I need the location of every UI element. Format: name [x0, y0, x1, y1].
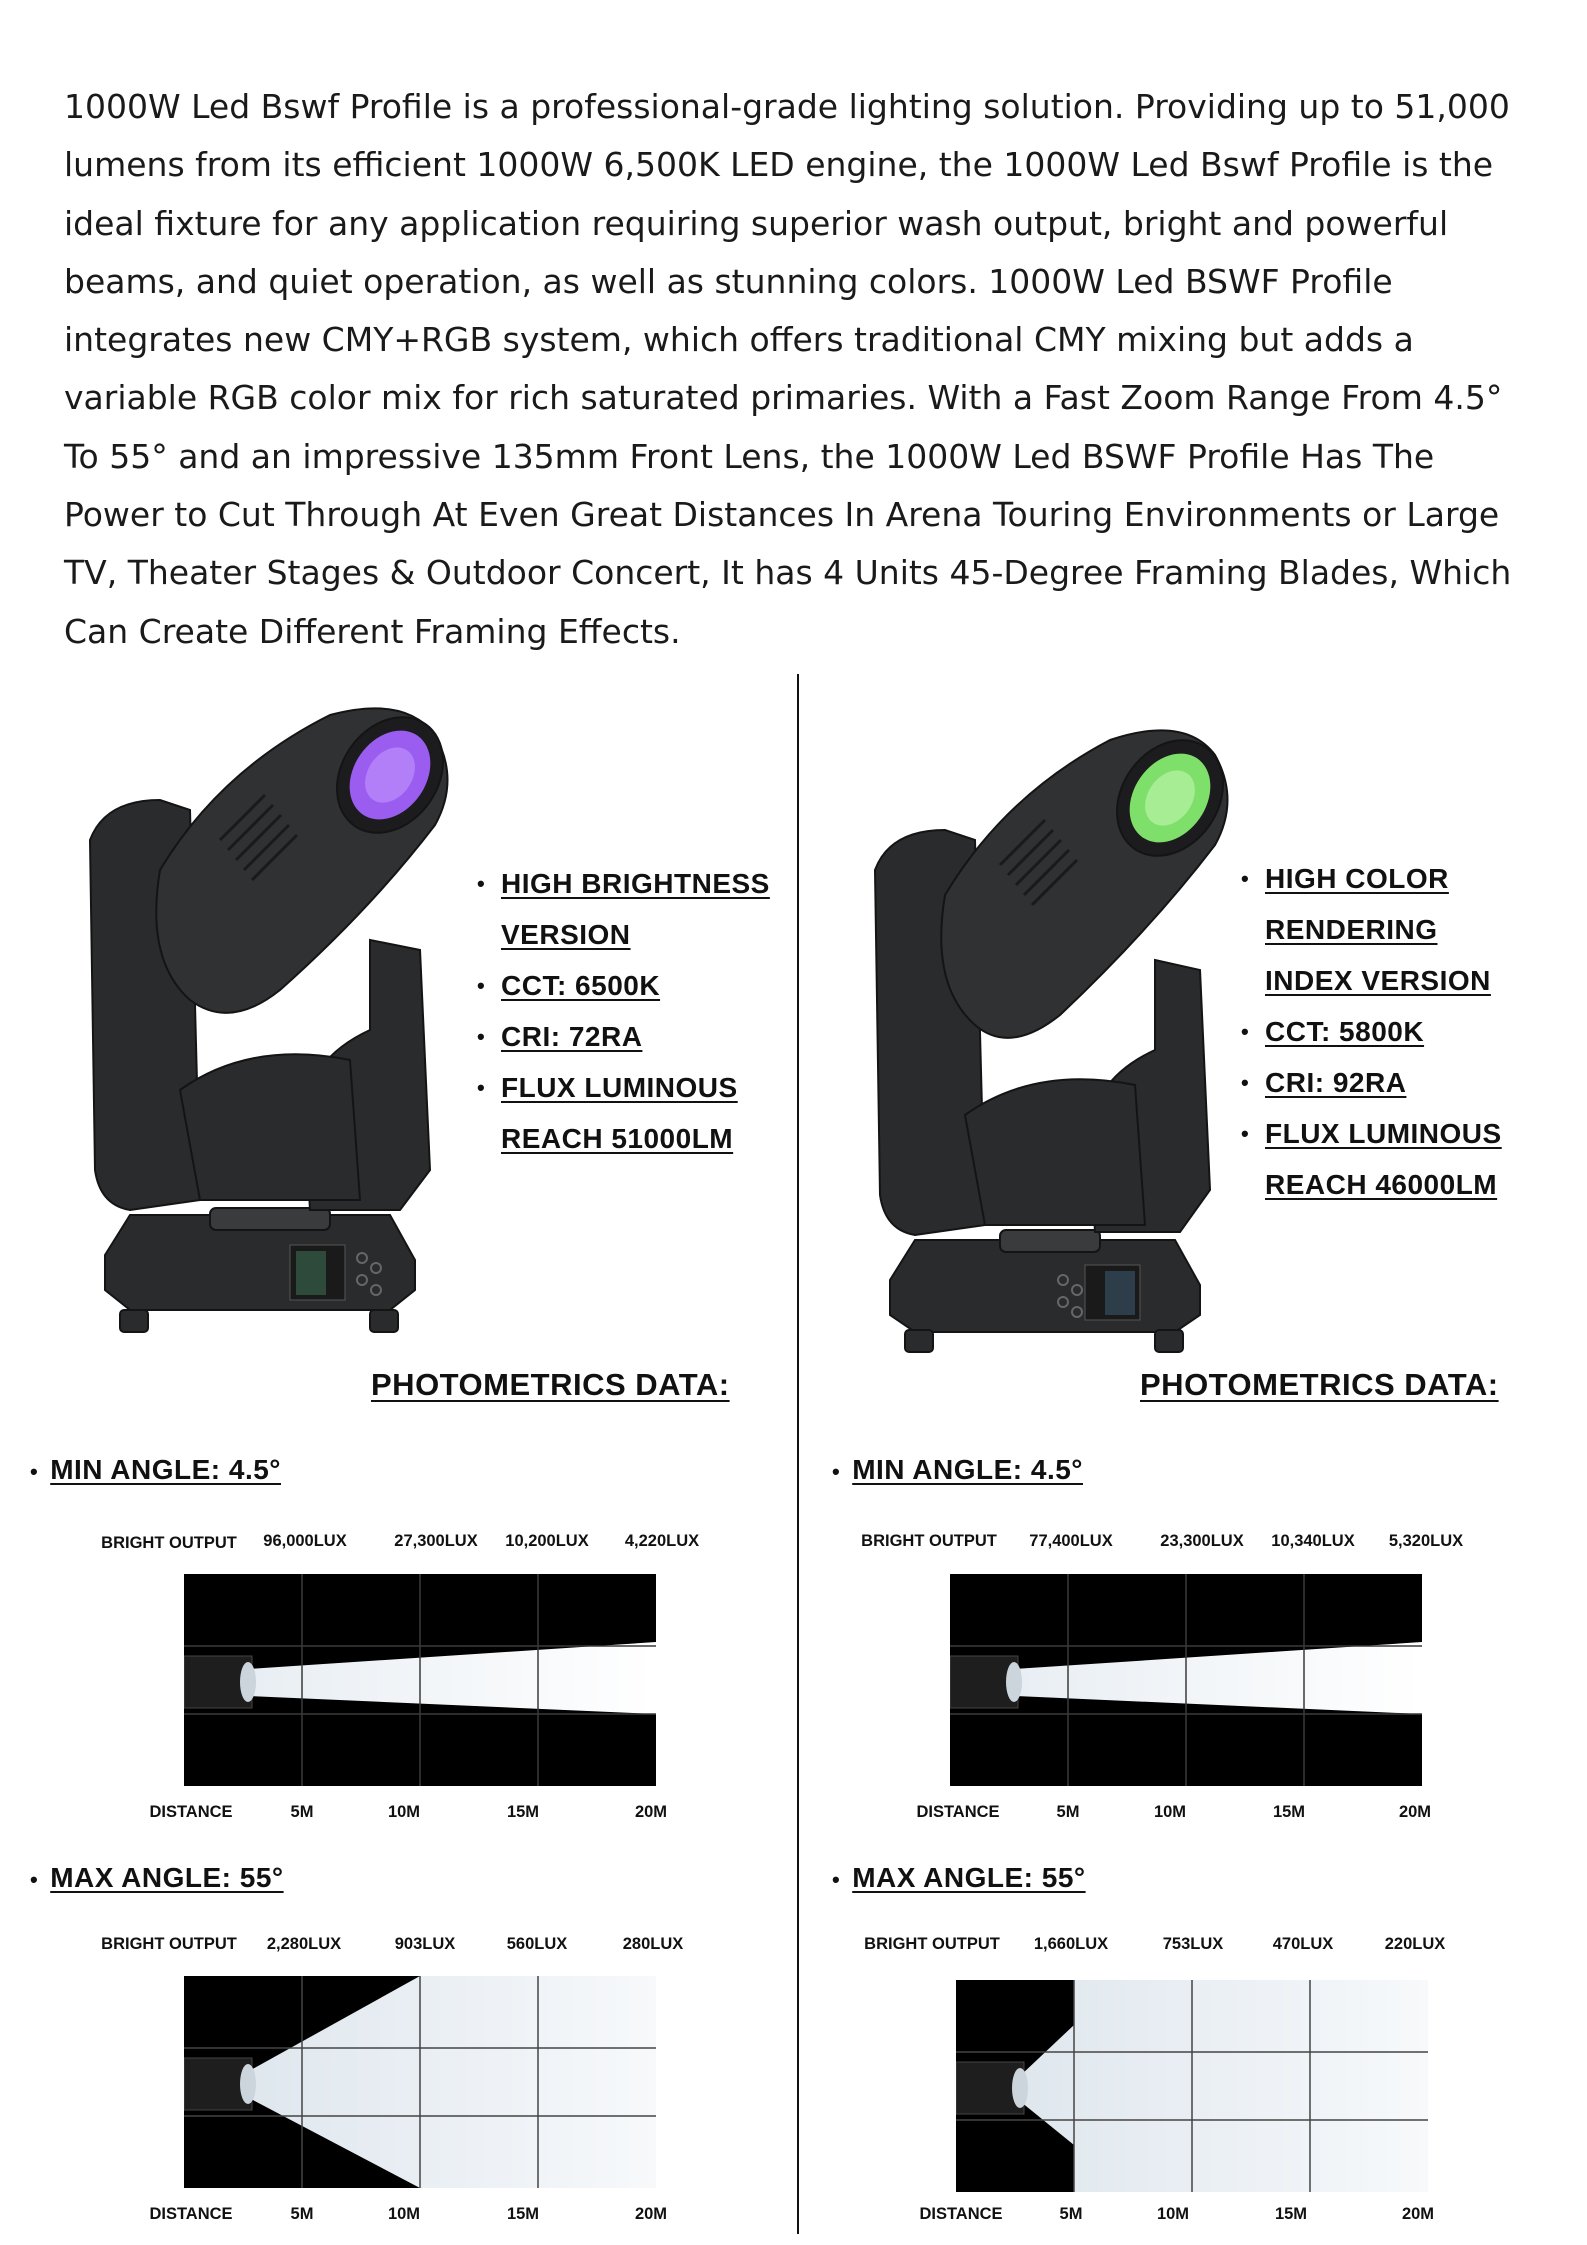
left-min-output-value: 96,000LUX	[263, 1532, 347, 1550]
left-spec-item: • CRI: 72RA	[477, 1011, 770, 1062]
right-spec-item: • CRI: 92RA	[1241, 1057, 1587, 1108]
left-spec-item: REACH 51000LM	[501, 1123, 734, 1154]
right-min-distance-value: 5M	[1056, 1803, 1080, 1821]
right-max-output-value: 470LUX	[1272, 1935, 1334, 1953]
left-min-output-label: BRIGHT OUTPUT	[101, 1534, 237, 1552]
left-min-distance-value: 10M	[387, 1803, 421, 1821]
right-min-output-value: 10,340LUX	[1271, 1532, 1355, 1550]
right-spec-item: • HIGH COLOR RENDERING	[1241, 853, 1587, 955]
right-spec-item: • CCT: 5800K	[1241, 1006, 1587, 1057]
left-max-beam-diagram	[184, 1976, 656, 2188]
right-min-distance-value: 10M	[1153, 1803, 1187, 1821]
right-photometrics-title: PHOTOMETRICS DATA:	[1140, 1367, 1499, 1402]
right-spec-list	[1241, 853, 1587, 1210]
column-divider	[797, 674, 799, 2234]
left-max-output-value: 903LUX	[394, 1935, 456, 1953]
left-min-angle: • MIN ANGLE: 4.5°	[30, 1454, 281, 1485]
right-min-output-label: BRIGHT OUTPUT	[861, 1532, 997, 1550]
left-max-output-value: 2,280LUX	[266, 1935, 342, 1953]
left-max-distance-value: 15M	[506, 2205, 540, 2223]
left-max-distance-value: 10M	[387, 2205, 421, 2223]
left-min-output-value: 4,220LUX	[624, 1532, 700, 1550]
right-max-output-value: 220LUX	[1384, 1935, 1446, 1953]
left-min-output-value: 27,300LUX	[394, 1532, 478, 1550]
left-min-distance-value: 5M	[290, 1803, 314, 1821]
right-max-output-value: 753LUX	[1162, 1935, 1224, 1953]
left-spec-item: • HIGH BRIGHTNESS	[477, 858, 770, 909]
left-photometrics-title: PHOTOMETRICS DATA:	[371, 1367, 730, 1402]
right-max-angle: • MAX ANGLE: 55°	[832, 1862, 1086, 1893]
right-max-beam-diagram	[956, 1980, 1428, 2192]
left-spec-item: • CCT: 6500K	[477, 960, 770, 1011]
right-min-distance-value: 20M	[1398, 1803, 1432, 1821]
left-spec-item: VERSION	[501, 919, 631, 950]
right-max-distance-value: 15M	[1274, 2205, 1308, 2223]
intro-paragraph: 1000W Led Bswf Profile is a professional-grade lighting solution. Providing up to 51,000 lumens from its efficient 1000W 6,500K LED engine, the 1000W Led Bswf Profile is the ideal fixture for any application requiring superior wash output, bright and powerful beams, and quiet operation, as well as stunning colors. 1000W Led BSWF Profile integrates new CMY+RGB system, which offers traditional CMY mixing but adds a variable RGB color mix for rich saturated primaries. With a Fast Zoom Range From 4.5° To 55° and an impressive 135mm Front Lens, the 1000W Led BSWF Profile Has The Power to Cut Through At Even Great Distances In Arena Touring Environments or Large TV, Theater Stages & Outdoor Concert, It has 4 Units 45-Degree Framing Blades, Which Can Create Different Framing Effects.	[64, 87, 1512, 651]
left-fixture-image	[50, 700, 490, 1360]
right-max-output-label: BRIGHT OUTPUT	[864, 1935, 1000, 1953]
right-spec-item: INDEX VERSION	[1265, 965, 1491, 996]
right-max-output-value: 1,660LUX	[1033, 1935, 1109, 1953]
right-max-distance-value: 5M	[1059, 2205, 1083, 2223]
left-min-distance-value: 15M	[506, 1803, 540, 1821]
left-min-beam-diagram	[184, 1574, 656, 1786]
left-max-distance-value: 20M	[634, 2205, 668, 2223]
left-spec-list	[477, 858, 770, 1164]
right-min-output-value: 23,300LUX	[1160, 1532, 1244, 1550]
left-max-output-value: 560LUX	[506, 1935, 568, 1953]
right-min-distance-value: 15M	[1272, 1803, 1306, 1821]
left-max-output-label: BRIGHT OUTPUT	[101, 1935, 237, 1953]
left-min-distance-label: DISTANCE	[149, 1803, 233, 1821]
right-min-beam-diagram	[950, 1574, 1422, 1786]
left-max-output-value: 280LUX	[622, 1935, 684, 1953]
right-fixture-image	[835, 720, 1255, 1360]
right-spec-item: • FLUX LUMINOUS	[1241, 1108, 1587, 1159]
right-min-output-value: 77,400LUX	[1029, 1532, 1113, 1550]
left-max-angle: • MAX ANGLE: 55°	[30, 1862, 284, 1893]
left-max-distance-value: 5M	[290, 2205, 314, 2223]
right-max-distance-value: 10M	[1156, 2205, 1190, 2223]
right-spec-item: REACH 46000LM	[1265, 1169, 1498, 1200]
right-min-output-value: 5,320LUX	[1388, 1532, 1464, 1550]
right-max-distance-value: 20M	[1401, 2205, 1435, 2223]
left-min-output-value: 10,200LUX	[505, 1532, 589, 1550]
right-max-distance-label: DISTANCE	[919, 2205, 1003, 2223]
left-min-distance-value: 20M	[634, 1803, 668, 1821]
right-min-angle: • MIN ANGLE: 4.5°	[832, 1454, 1083, 1485]
left-spec-item: • FLUX LUMINOUS	[477, 1062, 770, 1113]
right-min-distance-label: DISTANCE	[916, 1803, 1000, 1821]
left-max-distance-label: DISTANCE	[149, 2205, 233, 2223]
